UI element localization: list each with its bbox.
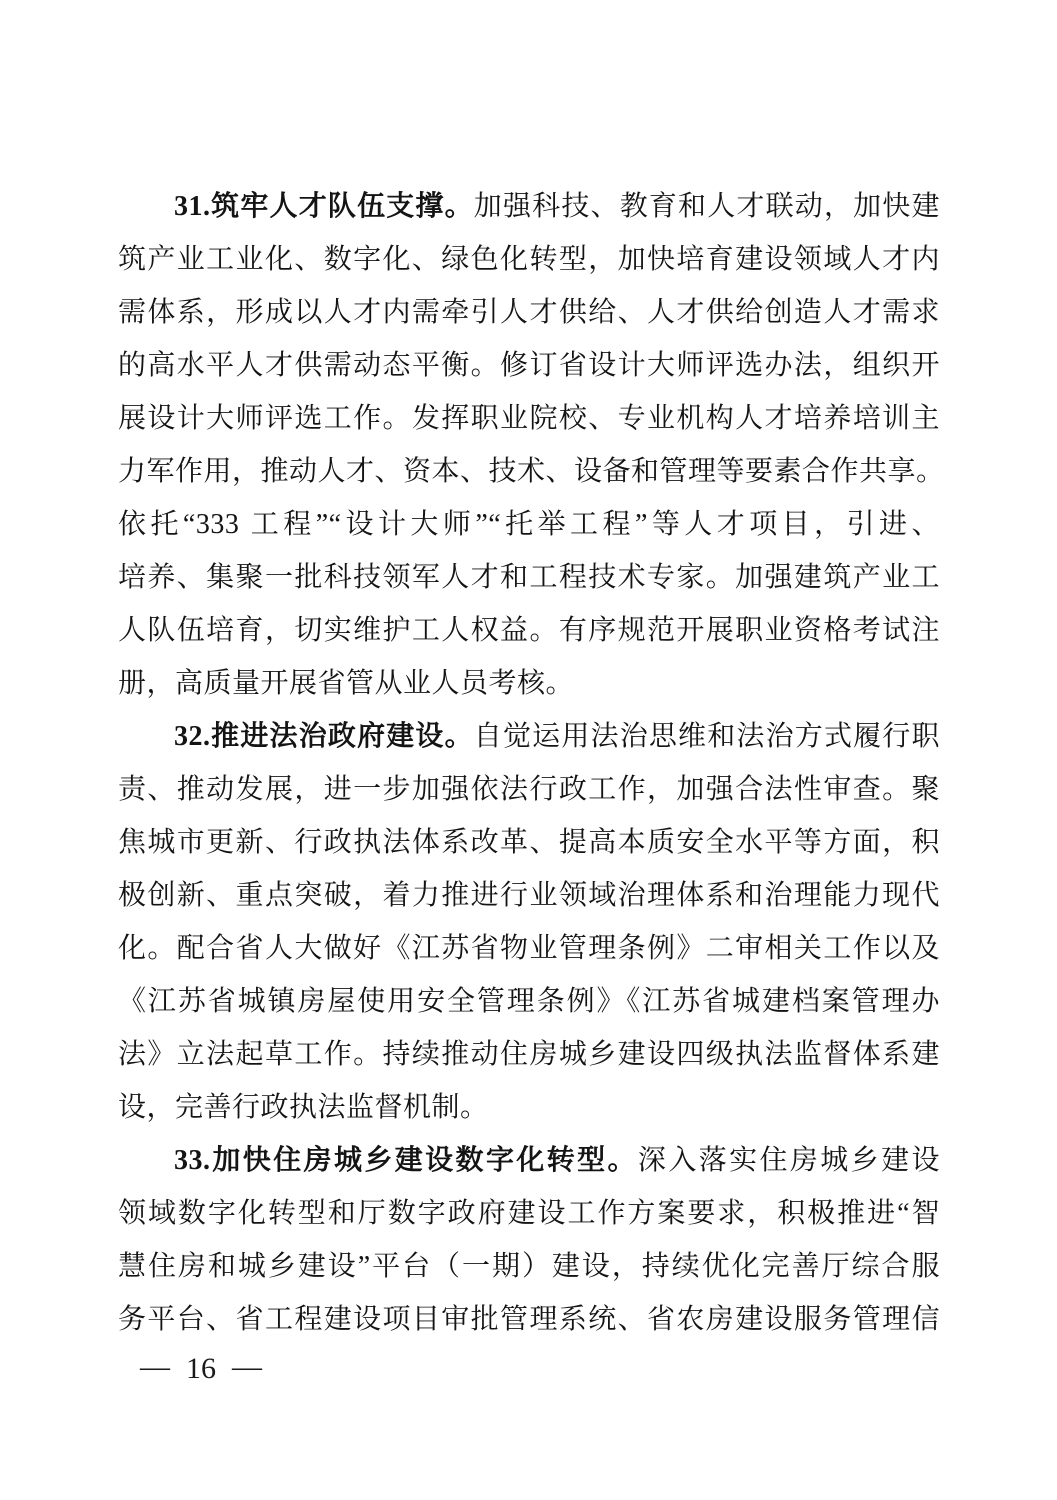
paragraph-31-first-line-text: 加强科技、教育和人才联动，加快建: [473, 191, 940, 222]
page-number: 16: [186, 1352, 216, 1385]
paragraph-33-first-line-text: 深入落实住房城乡建设: [637, 1145, 940, 1176]
text-line: 慧住房和城乡建设”平台（一期）建设，持续优化完善厅综合服: [118, 1251, 940, 1282]
text-line: 法》立法起草工作。持续推动住房城乡建设四级执法监督体系建: [118, 1039, 940, 1070]
text-line: 化。配合省人大做好《江苏省物业管理条例》二审相关工作以及: [118, 933, 940, 964]
paragraph-32-first-line-text: 自觉运用法治思维和法治方式履行职: [473, 721, 940, 752]
text-line: 人队伍培育，切实维护工人权益。有序规范开展职业资格考试注: [118, 615, 940, 646]
text-line: 焦城市更新、行政执法体系改革、提高本质安全水平等方面，积: [118, 827, 940, 858]
paragraph-31-heading: 31.筑牢人才队伍支撑。: [174, 191, 474, 222]
text-line: 责、推动发展，进一步加强依法行政工作，加强合法性审查。聚: [118, 774, 940, 805]
footer-right-dash: —: [232, 1350, 262, 1383]
text-line: 《江苏省城镇房屋使用安全管理条例》《江苏省城建档案管理办: [118, 986, 940, 1017]
paragraph-31-first-line: [118, 180, 940, 233]
document-body: [118, 180, 945, 1346]
text-line: 领域数字化转型和厅数字政府建设工作方案要求，积极推进“智: [118, 1198, 940, 1229]
paragraph-32-first-line: [118, 710, 940, 763]
footer-left-dash: —: [140, 1350, 170, 1383]
text-line: 力军作用，推动人才、资本、技术、设备和管理等要素合作共享。: [118, 456, 945, 487]
text-line: 的高水平人才供需动态平衡。修订省设计大师评选办法，组织开: [118, 350, 940, 381]
page-footer: [140, 1352, 262, 1386]
paragraph-33-heading: 33.加快住房城乡建设数字化转型。: [174, 1145, 638, 1176]
paragraph-32-heading: 32.推进法治政府建设。: [174, 721, 474, 752]
text-line: 务平台、省工程建设项目审批管理系统、省农房建设服务管理信: [118, 1304, 940, 1335]
text-line: 极创新、重点突破，着力推进行业领域治理体系和治理能力现代: [118, 880, 940, 911]
text-line: 培养、集聚一批科技领军人才和工程技术专家。加强建筑产业工: [118, 562, 940, 593]
paragraph-33-first-line: [118, 1134, 940, 1187]
text-line: 册，高质量开展省管从业人员考核。: [118, 668, 575, 699]
text-line: 设，完善行政执法监督机制。: [118, 1092, 489, 1123]
text-line: 筑产业工业化、数字化、绿色化转型，加快培育建设领域人才内: [118, 244, 940, 275]
text-line: 依托“333 工程”“设计大师”“托举工程”等人才项目，引进、: [118, 509, 940, 540]
text-line: 展设计大师评选工作。发挥职业院校、专业机构人才培养培训主: [118, 403, 940, 434]
text-line: 需体系，形成以人才内需牵引人才供给、人才供给创造人才需求: [118, 297, 940, 328]
